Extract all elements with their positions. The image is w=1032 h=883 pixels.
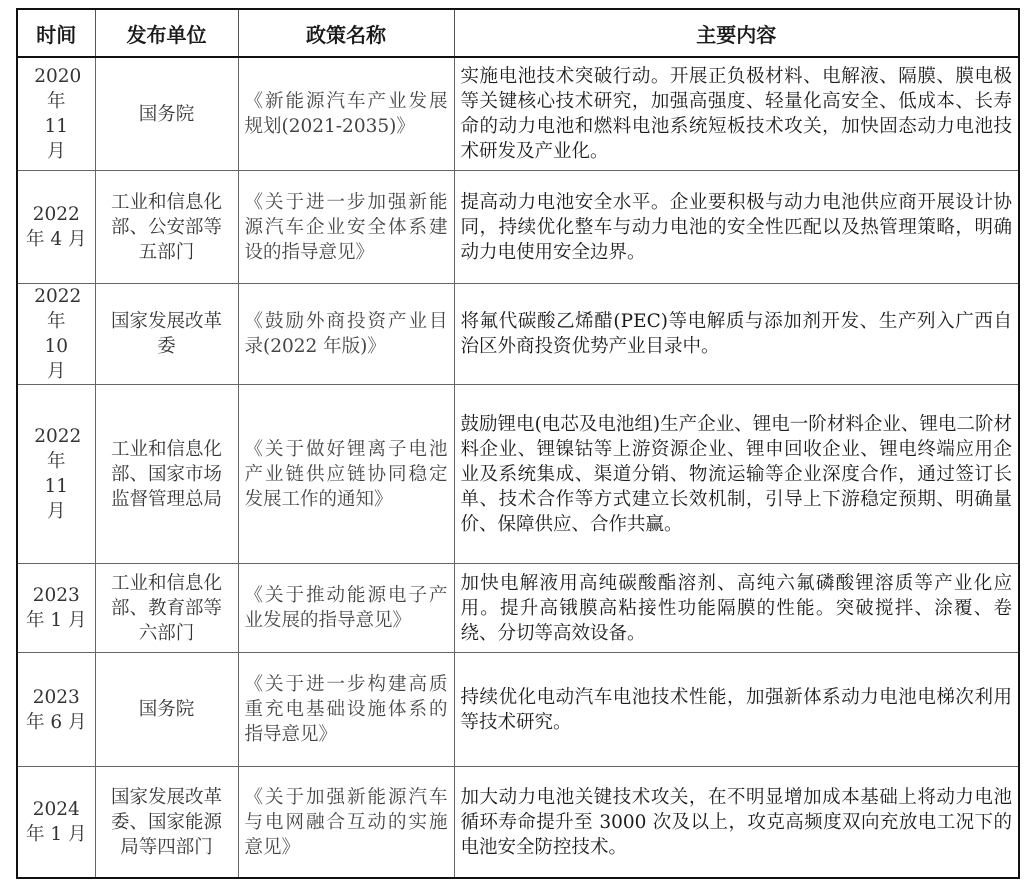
cell-policy-name bbox=[238, 171, 454, 284]
cell-policy-name bbox=[238, 57, 454, 171]
cell-org bbox=[95, 385, 238, 564]
table-row bbox=[17, 385, 1019, 564]
policy-name-text: 《关于做好锂离子电池产业链供应链协同稳定发展工作的通知》 bbox=[244, 438, 448, 510]
time-text: 2023 年 6 月 bbox=[25, 686, 87, 733]
cell-content bbox=[454, 385, 1019, 564]
cell-time bbox=[17, 653, 95, 767]
cell-content bbox=[454, 171, 1019, 284]
time-text: 2022 年 11 月 bbox=[34, 426, 82, 522]
cell-content bbox=[454, 767, 1019, 879]
org-text: 国务院 bbox=[138, 103, 195, 125]
policy-name-text: 《关于推动能源电子产业发展的指导意见》 bbox=[244, 585, 448, 631]
header-time: 时间 bbox=[17, 9, 95, 57]
cell-org bbox=[95, 767, 238, 879]
table-row bbox=[17, 171, 1019, 284]
cell-time bbox=[17, 767, 95, 879]
time-text: 2024 年 1 月 bbox=[25, 799, 87, 845]
content-text: 提高动力电池安全水平。企业要积极与动力电池供应商开展设计协同，持续优化整车与动力电池的安全性匹配以及热管理策略，明确动力电使用安全边界。 bbox=[460, 191, 1012, 263]
org-text: 国家发展改革委 bbox=[110, 311, 222, 357]
org-text: 国家发展改革委、国家能源局等四部门 bbox=[110, 786, 222, 858]
cell-org bbox=[95, 171, 238, 284]
time-text: 2023 年 1 月 bbox=[25, 585, 87, 631]
content-text: 加大动力电池关键技术攻关，在不明显增加成本基础上将动力电池循环寿命提升至 3000 次及以上，攻克高频度双向充放电工况下的电池安全防控技术。 bbox=[460, 786, 1012, 858]
content-text: 加快电解液用高纯碳酸酯溶剂、高纯六氟磷酸锂溶质等产业化应用。提升高锇膜高粘接性功能隔膜的性能。突破搅拌、涂覆、卷绕、分切等高效设备。 bbox=[460, 572, 1012, 644]
content-text: 鼓励锂电(电芯及电池组)生产企业、锂电一阶材料企业、锂电二阶材料企业、锂镍钴等上游资源企业、锂申回收企业、锂电终端应用企业及系统集成、渠道分销、物流运输等企业深度合作，通过签订长单、技术合作等方式建立长效机制，引导上下游稳定预期、明确量价、保障供应、合作共赢。 bbox=[460, 413, 1012, 535]
table-row bbox=[17, 653, 1019, 767]
cell-content bbox=[454, 284, 1019, 385]
policy-name-text: 《新能源汽车产业发展规划(2021-2035)》 bbox=[244, 91, 448, 137]
cell-org bbox=[95, 653, 238, 767]
cell-org bbox=[95, 57, 238, 171]
policy-name-text: 《关于加强新能源汽车与电网融合互动的实施意见》 bbox=[244, 786, 448, 858]
org-text: 工业和信息化部、公安部等五部门 bbox=[110, 191, 222, 263]
time-text: 2022 年 10 月 bbox=[34, 286, 82, 382]
time-text: 2022 年 4 月 bbox=[25, 204, 87, 250]
content-text: 将氟代碳酸乙烯醋(PEC)等电解质与添加剂开发、生产列入广西自治区外商投资优势产业目录中。 bbox=[460, 311, 1012, 357]
org-text: 国务院 bbox=[138, 699, 195, 720]
content-text: 实施电池技术突破行动。开展正负极材料、电解液、隔膜、膜电极等关键核心技术研究，加强高强度、轻量化高安全、低成本、长寿命的动力电池和燃料电池系统短板技术攻关，加快固态动力电池技术研发及产业化。 bbox=[460, 66, 1012, 162]
table-row bbox=[17, 564, 1019, 653]
header-org: 发布单位 bbox=[95, 9, 238, 57]
org-text: 工业和信息化部、国家市场监督管理总局 bbox=[110, 438, 222, 510]
table-row bbox=[17, 284, 1019, 385]
cell-org bbox=[95, 564, 238, 653]
cell-policy-name bbox=[238, 564, 454, 653]
table-row bbox=[17, 57, 1019, 171]
header-row bbox=[17, 9, 1019, 57]
policy-name-text: 《关于进一步构建高质重充电基础设施体系的指导意见》 bbox=[244, 674, 448, 745]
header-content: 主要内容 bbox=[454, 9, 1019, 57]
cell-policy-name bbox=[238, 767, 454, 879]
cell-time bbox=[17, 171, 95, 284]
cell-content bbox=[454, 57, 1019, 171]
policy-name-text: 《关于进一步加强新能源汽车企业安全体系建设的指导意见》 bbox=[244, 191, 448, 263]
policy-name-text: 《鼓励外商投资产业目录(2022 年版)》 bbox=[244, 311, 448, 357]
cell-policy-name bbox=[238, 284, 454, 385]
cell-org bbox=[95, 284, 238, 385]
cell-policy-name bbox=[238, 385, 454, 564]
time-text: 2020 年 11 月 bbox=[34, 66, 82, 162]
cell-policy-name bbox=[238, 653, 454, 767]
policy-table bbox=[16, 8, 1020, 879]
cell-time bbox=[17, 385, 95, 564]
cell-content bbox=[454, 564, 1019, 653]
table-row bbox=[17, 767, 1019, 879]
cell-time bbox=[17, 57, 95, 171]
cell-time bbox=[17, 564, 95, 653]
header-policy-name: 政策名称 bbox=[238, 9, 454, 57]
cell-time bbox=[17, 284, 95, 385]
org-text: 工业和信息化部、教育部等六部门 bbox=[110, 572, 222, 644]
content-text: 持续优化电动汽车电池技术性能，加强新体系动力电池电梯次利用等技术研究。 bbox=[460, 686, 1012, 733]
cell-content bbox=[454, 653, 1019, 767]
